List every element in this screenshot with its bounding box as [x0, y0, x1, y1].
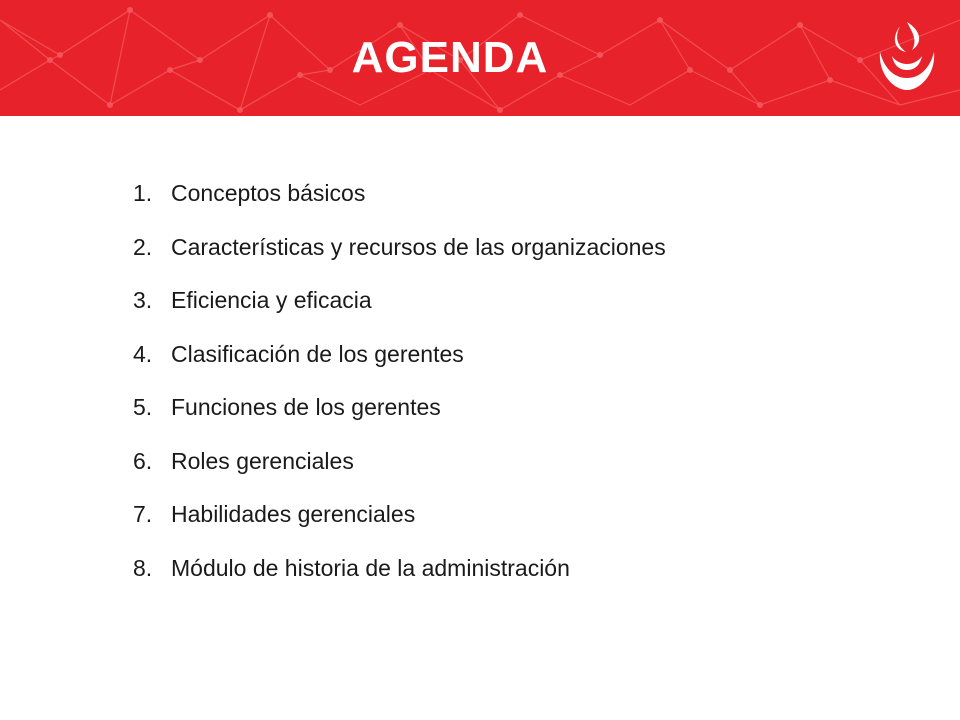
item-number: 2. — [133, 233, 153, 260]
item-text: Funciones de los gerentes — [171, 394, 441, 420]
item-text: Habilidades gerenciales — [171, 501, 416, 527]
agenda-item — [133, 234, 666, 288]
item-text: Características y recursos de las organizaciones — [171, 233, 666, 260]
item-number: 6. — [133, 447, 153, 474]
item-number: 3. — [133, 287, 153, 313]
item-text: Módulo de historia de la administración — [171, 554, 570, 581]
item-number: 7. — [133, 501, 153, 527]
agenda-item — [133, 287, 666, 341]
agenda-list — [133, 180, 666, 608]
university-flame-logo-icon — [872, 16, 942, 96]
item-text: Eficiencia y eficacia — [171, 287, 372, 313]
agenda-item — [133, 394, 666, 448]
item-text: Clasificación de los gerentes — [171, 340, 464, 367]
agenda-item — [133, 448, 666, 502]
agenda-item — [133, 555, 666, 609]
item-number: 8. — [133, 554, 153, 581]
slide-title: AGENDA — [351, 33, 549, 82]
header-banner — [0, 0, 960, 116]
agenda-item — [133, 501, 666, 555]
agenda-item — [133, 180, 666, 234]
item-number: 4. — [133, 340, 153, 367]
agenda-item — [133, 341, 666, 395]
item-text: Roles gerenciales — [171, 447, 354, 474]
item-number: 1. — [133, 180, 153, 206]
item-text: Conceptos básicos — [171, 180, 366, 206]
item-number: 5. — [133, 394, 153, 420]
